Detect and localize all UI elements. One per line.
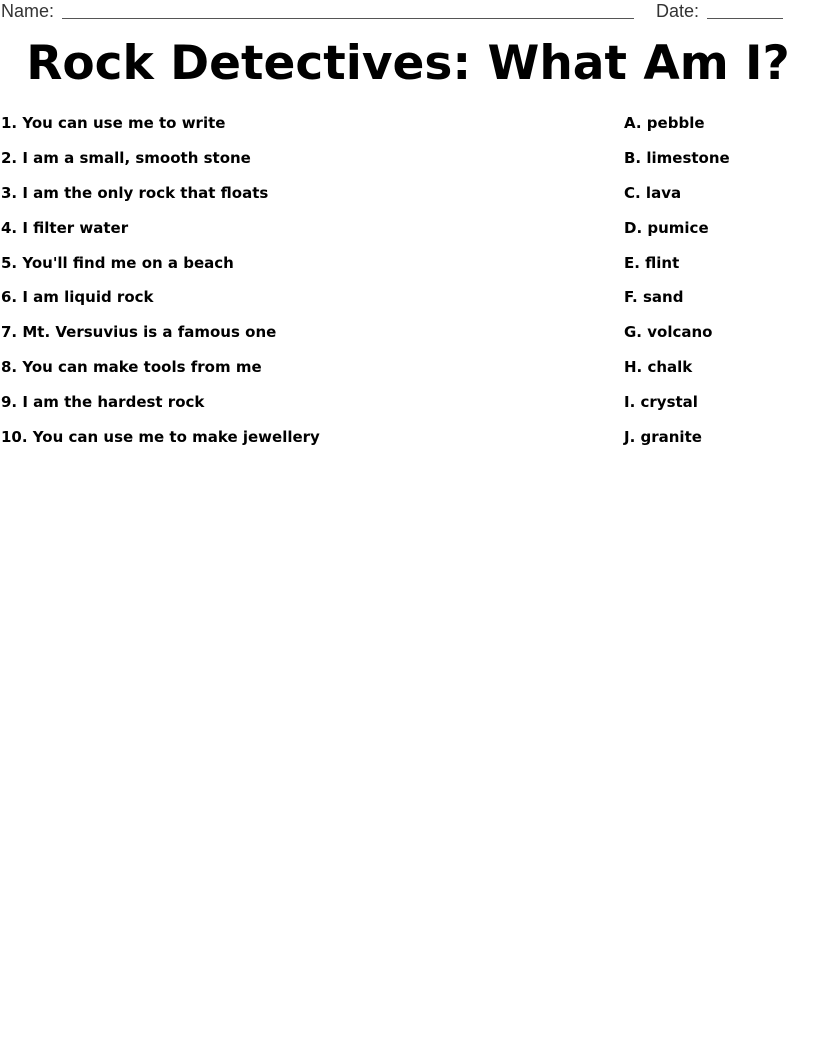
clue-item: 4. I filter water bbox=[1, 218, 129, 237]
answer-list bbox=[624, 112, 814, 461]
clue-item: 3. I am the only rock that floats bbox=[1, 183, 269, 202]
worksheet-title: Rock Detectives: What Am I? bbox=[26, 36, 790, 91]
answer-item: J. granite bbox=[624, 428, 702, 447]
clue-item: 10. You can use me to make jewellery bbox=[1, 428, 320, 447]
name-blank-line bbox=[62, 18, 634, 19]
answer-item: E. flint bbox=[624, 253, 680, 272]
clue-list bbox=[1, 112, 581, 461]
name-label: Name: bbox=[1, 1, 55, 21]
clue-item: 9. I am the hardest rock bbox=[1, 393, 205, 412]
date-blank-line bbox=[707, 18, 783, 19]
answer-item: F. sand bbox=[624, 288, 684, 307]
clue-item: 2. I am a small, smooth stone bbox=[1, 148, 251, 167]
answer-item: H. chalk bbox=[624, 358, 693, 377]
answer-item: I. crystal bbox=[624, 393, 698, 412]
clue-item: 7. Mt. Versuvius is a famous one bbox=[1, 323, 277, 342]
answer-item: A. pebble bbox=[624, 114, 705, 132]
date-label: Date: bbox=[656, 1, 700, 21]
answer-item: G. volcano bbox=[624, 323, 713, 342]
clue-item: 1. You can use me to write bbox=[1, 114, 226, 132]
answer-item: B. limestone bbox=[624, 148, 730, 167]
clue-item: 5. You'll find me on a beach bbox=[1, 253, 234, 272]
answer-item: C. lava bbox=[624, 183, 682, 202]
clue-item: 6. I am liquid rock bbox=[1, 288, 154, 307]
answer-item: D. pumice bbox=[624, 218, 709, 237]
clue-item: 8. You can make tools from me bbox=[1, 358, 262, 377]
worksheet-header bbox=[0, 0, 816, 24]
